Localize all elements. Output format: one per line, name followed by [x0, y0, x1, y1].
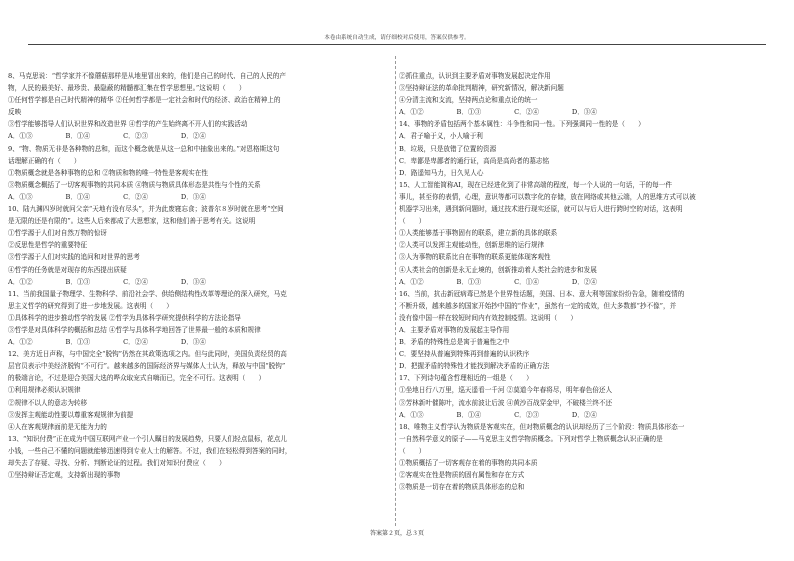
- text-line: ②反思性是哲学的重要特征: [8, 241, 88, 250]
- text-line: ①任何哲学都是自己时代精神的精华 ②任何哲学都是一定社会和时代的经济、政治在精神上的: [8, 96, 281, 105]
- text-line: D．把握矛盾的特殊性才能找到解决矛盾的正确方法: [399, 362, 550, 371]
- text-line: 17、下列诗句蕴含哲理相近的一组是（ ）: [399, 374, 533, 383]
- right-column: [399, 70, 784, 493]
- text-line: D．路遥知马力，日久见人心: [399, 168, 484, 177]
- text-line: 层官员表示中美经济脱钩“不可行”。越来越多的国际经济界与媒体人士认为，释放与中国“脱钩”: [8, 362, 286, 371]
- text-line: 一自然科学意义的原子——马克思主义哲学物质概念。下列对哲学上物质概念认识正确的是: [399, 434, 663, 443]
- text-line: A．①② B．①③ C．②④ D．③④: [399, 108, 597, 117]
- text-line: ②客观实在性是物质的固有属性和存在方式: [399, 471, 525, 480]
- text-line: ④哲学的任务就是对现存的东西提出质疑: [8, 265, 127, 274]
- text-line: 机器学习出来，遇到新问题时，通过技术进行现实还原，就可以与后人进行跨时空的对话，这表明: [399, 205, 683, 214]
- text-line: 18、唯物主义哲学认为物质是客观实在，但对物质概念的认识却经历了三个阶段：物质具体形态一: [399, 422, 685, 431]
- column-divider: [395, 56, 396, 526]
- text-line: ④人类社会的创新是永无止境的，创新推动着人类社会的进步和发展: [399, 265, 597, 274]
- text-line: A．①③ B．①④ C．②③ D．②④: [399, 410, 597, 419]
- left-column: [8, 70, 391, 481]
- text-line: （ ）: [399, 217, 426, 226]
- text-line: 没有像中国一样在较短时间内有效控制疫情。这说明（ ）: [399, 313, 578, 322]
- text-line: B．矛盾的特殊性总是寓于普遍性之中: [399, 338, 510, 347]
- text-line: ④分清主流和支流，坚持两点论和重点论的统一: [399, 96, 538, 105]
- text-line: 小钱，一些自己不懂的问题就能够迅速得到专业人士的解答。不过，我们在轻松得到答案的同时，: [8, 446, 292, 455]
- page-footer: 答案第２页，总３页: [369, 530, 424, 537]
- text-line: 10、陆九渊四岁时就问父亲“天地有没有尽头”，并为此废寝忘食；波普尔８岁时就在思考“空间: [8, 205, 284, 214]
- text-line: 不断升级，越来越多的国家开始抄中国的“作业”，虽然有一定的成效，但大多数都“抄不像”，并: [399, 301, 677, 310]
- text-line: ③坚持辩证法的革命批判精神，研究新情况，解决新问题: [399, 84, 564, 93]
- text-line: ①人类能够基于事物固有的联系，建立新的具体的联系: [399, 229, 558, 238]
- text-line: 话理解正确的有（ ）: [8, 156, 81, 165]
- text-line: ①坐地日行八万里，巡天遥看一千河 ②莫道今年春将尽，明年春色倍还人: [399, 386, 613, 395]
- text-line: ③物质是一切存在着的物质具体形态的总和: [399, 483, 525, 492]
- text-line: ①具体科学的进步推动哲学的发展 ②哲学为具体科学研究提供科学的方法论指导: [8, 313, 241, 322]
- text-line: 事儿，甚至你的表情，心理，意识等都可以数字化的存储，放在网络或其他云端，人的思维方式可以被: [399, 192, 696, 201]
- text-line: 8、马克思说：“哲学家并不像蘑菇那样是从地里冒出来的，他们是自己的时代、自己的人民的产: [8, 72, 286, 80]
- text-line: ②人类可以发挥主观能动性，创新思维的运行规律: [399, 241, 545, 250]
- text-line: C．要坚持从普遍到特殊再到普遍的认识秩序: [399, 350, 530, 359]
- text-line: 物，人民的最美好、最珍贵、最隐蔽的精髓都汇集在哲学思想里。”这说明（ ）: [8, 84, 246, 93]
- text-line: ①哲学源于人们对自然万物的惊讶: [8, 229, 107, 238]
- text-line: A．主要矛盾对事物的发展起主导作用: [399, 325, 510, 334]
- text-line: A．①② B．①③ C．②④ D．③④: [8, 338, 206, 347]
- text-line: ③哲学源于人们对实践的追问和对世界的思考: [8, 253, 140, 262]
- text-line: A．①③ B．①④ C．②③ D．②④: [8, 132, 206, 141]
- text-line: 思主义哲学的研究得到了进一步地发展。这表明（ ）: [8, 301, 173, 310]
- text-line: ②抓住重点，认识到主要矛盾对事物发展起决定作用: [399, 72, 551, 80]
- text-line: ③物质概念概括了一切客观事物的共同本质 ④物质与物质具体形态是共性与个性的关系: [8, 180, 261, 189]
- text-line: 反映: [8, 108, 22, 117]
- text-line: 13、“知识付费”正在成为中国互联网产业一个引人瞩目的发展趋势，只要人们轻点鼠标，花点儿: [8, 434, 287, 443]
- text-line: ③人为事物的联系比自在事物的联系更能体现客观性: [399, 253, 551, 262]
- text-line: 9、“物、物质无非是各种物的总和，而这个概念就是从这一总和中抽象出来的。”对恩格斯这句: [8, 144, 280, 153]
- text-line: 却失去了存疑、寻找、分析、判断论证的过程。我们对知识付费应（ ）: [8, 459, 226, 467]
- text-line: 是无限的还是有限的”。这些人后来都成了大思想家，这和他们善于思考有关。这说明: [8, 217, 256, 226]
- text-line: A．①③ B．①④ C．②④ D．③④: [8, 192, 206, 201]
- header-note: 本卷由系统自动生成，请仔细校对后使用，答案仅供参考。: [324, 35, 470, 41]
- text-line: 16、当前，抗击新冠病毒已然是个世界性话题，美国、日本、意大利等国家纷纷告急，随着疫情的: [399, 289, 685, 298]
- text-line: ①利用规律必须认识规律: [8, 386, 81, 395]
- text-line: A．①② B．①③ C．②④ D．③④: [8, 277, 206, 286]
- text-line: ③发挥主观能动性要以尊重客观规律为前提: [8, 410, 134, 419]
- text-line: ③芳林新叶催陈叶，流水前波让后波 ④黄沙百战穿金甲，不破楼兰终不还: [399, 398, 613, 407]
- text-line: ④人在客观规律面前是无能为力的: [8, 422, 107, 431]
- header-divider: [28, 44, 766, 45]
- text-line: （ ）: [399, 446, 426, 455]
- text-line: A．①② B．①③ C．①④ D．②④: [399, 277, 597, 286]
- text-line: ③哲学能够指导人们认识世界和改造世界 ④哲学的产生始终离不开人们的实践活动: [8, 120, 248, 129]
- text-line: 11、当前我国量子物理学、生物科学、前沿社会学、供给侧结构性改革等理论的深入研究，马克: [8, 289, 287, 298]
- text-line: ②规律不以人的意志为转移: [8, 398, 88, 407]
- text-line: 的极端言论，不过是迎合美国大选的哗众取宠式自嗨而已，完全不可行。这表明（ ）: [8, 374, 266, 383]
- text-line: B．垃圾，只是放错了位置的资源: [399, 144, 497, 153]
- text-line: 14、事物的矛盾包括两个基本属性：斗争性和同一性。下列强调同一性的是（ ）: [399, 120, 645, 129]
- text-line: ①物质概括了一切客观存在着的事物的共同本质: [399, 459, 538, 467]
- text-line: ①坚持辩证否定观，支持新出现的事物: [8, 471, 121, 480]
- text-line: ①物质概念就是各种事物的总和 ②物质和物的唯一特性是客观实在性: [8, 168, 208, 177]
- text-line: A．君子喻于义，小人喻于利: [399, 132, 483, 141]
- text-line: 12、美方近日声称，与中国完全“脱钩”仍然在其政策选项之内。但与此同时，美国负责经贸的高: [8, 350, 287, 359]
- text-line: 15、人工智能简称AI，现在已经进化到了非常高端的程度，每一个人说的一句话，干的每一件: [399, 180, 672, 189]
- text-line: ③哲学是对具体科学的概括和总结 ④哲学与具体科学地回答了世界最一般的本质和规律: [8, 325, 261, 334]
- text-line: C．卑鄙是卑鄙者的通行证，高尚是高尚者的墓志铭: [399, 156, 550, 165]
